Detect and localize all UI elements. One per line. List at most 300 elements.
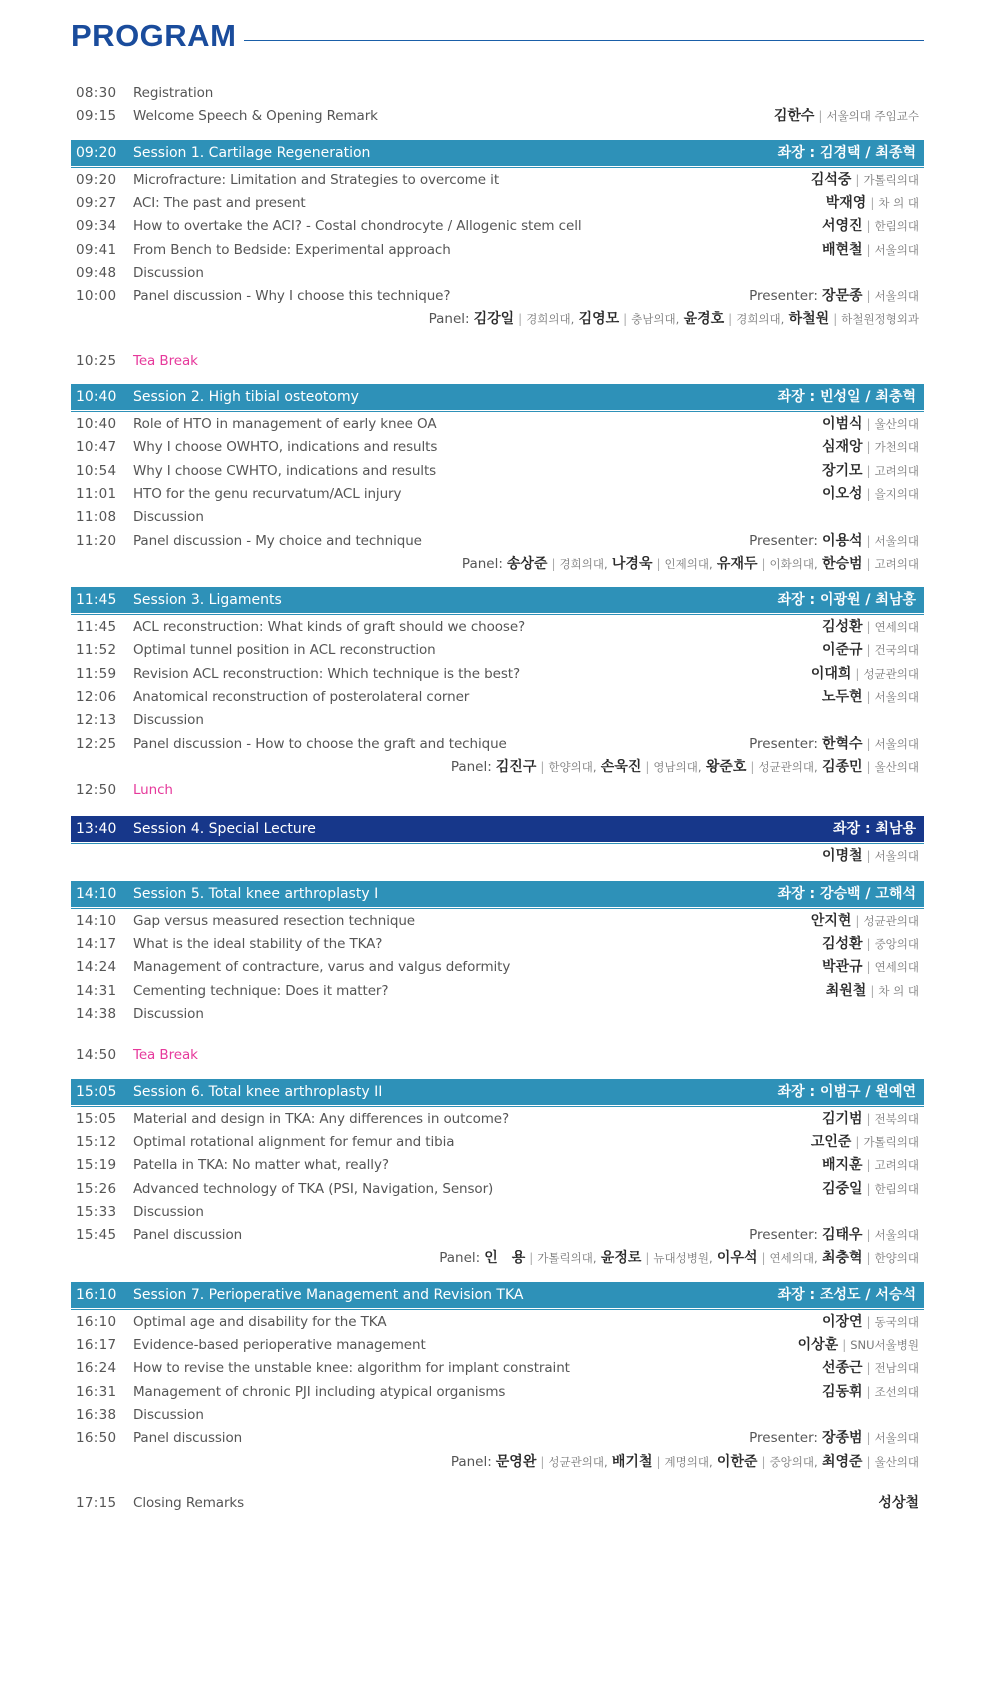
session-chairs: 좌장 : 조성도 / 서승석 [777,1286,916,1303]
row-title: ACI: The past and present [133,194,306,211]
session-header [71,140,924,166]
row-time: 16:17 [76,1337,117,1353]
panel-member-name: 윤경호 [683,311,725,328]
panel-member-affiliation: 경희의대, [559,556,608,571]
panel-members [451,1450,919,1474]
speaker-name: 김동휘 [821,1383,863,1400]
separator: | [866,417,871,431]
panel-members [462,552,919,576]
separator: | [656,1454,661,1469]
panel-row [71,755,924,779]
panel-label: Panel: [428,311,470,328]
speaker-affiliation: 한림의대 [874,1181,919,1196]
separator: | [623,312,628,327]
schedule-row [71,844,924,868]
session-chairs: 좌장 : 빈성일 / 최충혁 [777,389,916,405]
speaker-name: 김석중 [810,171,852,188]
session-header [71,384,924,410]
schedule-row [71,349,924,373]
schedule-row [71,191,924,215]
break-label: Tea Break [133,352,198,369]
row-title: Closing Remarks [133,1494,245,1511]
row-time: 15:33 [76,1203,117,1220]
schedule-row [71,1223,924,1247]
separator: | [645,1251,650,1266]
row-time: 15:05 [76,1110,117,1127]
separator: | [866,1111,871,1126]
separator: | [855,666,860,681]
session-header [71,816,924,842]
schedule-row [71,955,924,979]
separator: | [728,312,733,327]
session-chairs: 좌장 : 이광원 / 최남홍 [777,592,916,609]
speaker-affiliation: 서울의대 [874,1431,919,1446]
schedule-row [71,459,924,483]
row-title: How to revise the unstable knee: algorithm for implant constraint [133,1360,570,1377]
row-speaker [822,482,919,506]
row-title: Evidence-based perioperative management [133,1337,426,1353]
presenter-label: Presenter: [749,1227,818,1244]
schedule-row [71,104,924,128]
speaker-name: 심재앙 [821,439,863,456]
row-time: 10:47 [76,439,117,456]
row-speaker [826,191,919,215]
panel-member-name: 한승범 [821,555,863,572]
speaker-name: 김기범 [821,1110,863,1127]
speaker-affiliation: 중앙의대 [874,937,919,952]
panel-member-name: 왕준호 [705,758,747,775]
row-speaker [822,955,919,979]
speaker-name: 이준규 [821,642,863,659]
session-title: Session 5. Total knee arthroplasty I [133,885,379,902]
schedule-row [71,708,924,732]
separator: | [866,219,871,234]
schedule-row [71,238,924,262]
speaker-affiliation: 가천의대 [874,440,919,455]
panel-member-name: 최충혁 [821,1250,863,1267]
panel-member-name: 김강일 [473,311,515,328]
row-speaker [811,168,919,192]
row-speaker [749,1426,919,1450]
session-title: Session 2. High tibial osteotomy [133,389,359,405]
speaker-name: 박관규 [821,959,863,976]
separator: | [870,195,875,210]
session-time: 10:40 [76,389,117,405]
panel-label: Panel: [450,758,492,775]
row-time: 14:24 [76,959,117,976]
row-title: Material and design in TKA: Any differences in outcome? [133,1110,510,1127]
session-time: 13:40 [76,820,117,837]
presenter-label: Presenter: [749,532,818,549]
row-speaker [822,238,919,262]
separator: | [761,1454,766,1469]
row-time: 16:31 [76,1383,117,1400]
speaker-name: 이대희 [810,665,852,682]
schedule-row [71,932,924,956]
row-speaker [822,638,919,662]
panel-member-name: 배기철 [611,1453,653,1470]
session-title: Session 1. Cartilage Regeneration [133,144,371,161]
row-title: Panel discussion - How to choose the graft and techique [133,735,507,752]
row-time: 16:24 [76,1360,117,1377]
speaker-affiliation: 전북의대 [874,1111,919,1126]
schedule-row [71,1177,924,1201]
row-speaker [822,1380,919,1404]
row-time: 15:26 [76,1180,117,1197]
row-speaker [811,662,919,686]
schedule-row [71,778,924,802]
row-title: Discussion [133,509,204,526]
row-title: Management of chronic PJI including atypical organisms [133,1383,506,1400]
break-label: Lunch [133,782,173,799]
schedule-row [71,1380,924,1404]
row-title: Cementing technique: Does it matter? [133,982,389,999]
session-chairs: 좌장 : 이범구 / 원예연 [777,1083,916,1100]
speaker-name: 김태우 [821,1227,863,1244]
row-title: Registration [133,85,214,101]
separator: | [866,463,871,478]
schedule-row [71,732,924,756]
row-time: 16:38 [76,1406,117,1423]
speaker-affiliation: 서울의대 [874,690,919,704]
panel-member-name: 인 용 [484,1250,526,1267]
row-time: 12:50 [76,782,117,799]
row-title: From Bench to Bedside: Experimental approach [133,241,451,258]
session-time: 14:10 [76,885,117,902]
row-speaker [749,529,919,553]
speaker-affiliation: 고려의대 [874,1158,919,1173]
panel-member-affiliation: 뉴대성병원, [653,1251,713,1266]
row-title: Welcome Speech & Opening Remark [133,108,378,125]
page-title: PROGRAM [71,18,237,53]
speaker-name: 이오성 [821,485,863,502]
row-title: Discussion [133,1006,204,1022]
row-time: 15:45 [76,1227,117,1244]
row-time: 12:06 [76,689,117,705]
speaker-affiliation: 가톨릭의대 [863,1134,919,1149]
separator: | [656,556,661,571]
separator: | [761,1251,766,1266]
separator: | [866,556,871,571]
row-title: Why I choose OWHTO, indications and results [133,439,438,456]
separator: | [842,1338,847,1352]
row-title: Why I choose CWHTO, indications and results [133,462,437,479]
separator: | [866,440,871,455]
speaker-name: 장문종 [821,288,863,305]
session-header [71,881,924,907]
schedule-row [71,1403,924,1427]
speaker-affiliation: 성균관의대 [863,666,919,681]
speaker-name: 김한수 [773,108,815,125]
row-speaker [822,844,919,868]
presenter-label: Presenter: [749,288,818,305]
row-title: Role of HTO in management of early knee OA [133,416,437,432]
separator: | [866,690,871,704]
separator: | [866,736,871,751]
separator: | [866,289,871,304]
panel-members [451,755,919,779]
schedule-row [71,638,924,662]
row-time: 17:15 [76,1494,117,1511]
session-chairs: 좌장 : 김경택 / 최종혁 [777,144,916,161]
separator: | [818,109,823,124]
panel-member-name: 김진구 [495,758,537,775]
row-time: 09:34 [76,218,117,235]
schedule-row [71,505,924,529]
separator: | [540,1454,545,1469]
separator: | [870,983,875,998]
speaker-affiliation: 성균관의대 [863,913,919,928]
panel-member-affiliation: 경희의대, [526,312,575,327]
speaker-affiliation: 연세의대 [874,960,919,975]
row-speaker [822,932,919,956]
separator: | [645,759,650,774]
session-chairs: 좌장 : 강승백 / 고해석 [777,885,916,902]
separator: | [866,533,871,548]
session-chairs: 좌장 : 최남용 [833,820,916,837]
title-rule [244,40,924,41]
panel-row [71,1450,924,1474]
schedule-row [71,1043,924,1067]
speaker-name: 서영진 [821,218,863,235]
speaker-affiliation: 서울의대 [874,242,919,257]
schedule-row [71,81,924,105]
speaker-affiliation: 조선의대 [874,1384,919,1399]
panel-member-affiliation: 영남의대, [653,759,702,774]
row-time: 14:31 [76,982,117,999]
panel-label: Panel: [450,1453,492,1470]
schedule-row [71,979,924,1003]
schedule-row [71,529,924,553]
speaker-affiliation: 가톨릭의대 [863,172,919,187]
row-title: Discussion [133,1406,204,1423]
schedule-row [71,909,924,933]
panel-label: Panel: [461,555,503,572]
separator: | [866,1181,871,1196]
panel-member-affiliation: 성균관의대, [548,1454,608,1469]
speaker-name: 한혁수 [821,735,863,752]
speaker-name: 이명철 [821,847,863,864]
row-time: 16:50 [76,1430,117,1447]
row-speaker [822,459,919,483]
session-header [71,1079,924,1105]
panel-member-name: 유재두 [716,555,758,572]
panel-member-affiliation: 울산의대 [874,759,919,774]
separator: | [551,556,556,571]
panel-member-name: 김종민 [821,758,863,775]
row-time: 11:20 [76,532,117,549]
speaker-name: 장기모 [821,462,863,479]
row-title: Advanced technology of TKA (PSI, Navigation, Sensor) [133,1180,494,1197]
speaker-name: 배지훈 [821,1157,863,1174]
schedule-row [71,1002,924,1026]
presenter-label: Presenter: [749,1430,818,1447]
speaker-name: 박재영 [825,194,867,211]
separator: | [866,1251,871,1266]
separator: | [750,759,755,774]
schedule-row [71,1333,924,1357]
separator: | [866,937,871,952]
separator: | [761,556,766,571]
separator: | [866,960,871,975]
row-title: Panel discussion - Why I choose this technique? [133,288,451,305]
separator: | [866,1431,871,1446]
panel-members [439,1246,919,1270]
separator: | [866,1158,871,1173]
speaker-name: 안지현 [810,912,852,929]
separator: | [866,1384,871,1399]
speaker-affiliation: 울산의대 [874,417,919,431]
panel-member-affiliation: 이화의대, [769,556,818,571]
panel-member-affiliation: 고려의대 [874,556,919,571]
row-title: Optimal age and disability for the TKA [133,1313,387,1330]
panel-member-affiliation: 충남의대, [631,312,680,327]
separator: | [833,312,838,327]
row-title: What is the ideal stability of the TKA? [133,936,383,953]
schedule-row [71,435,924,459]
row-speaker [822,1107,919,1131]
panel-row [71,552,924,576]
speaker-name: 이용석 [821,532,863,549]
row-title: Discussion [133,712,204,729]
separator: | [855,172,860,187]
schedule-row [71,1491,924,1515]
row-time: 16:10 [76,1313,117,1330]
speaker-name: 노두현 [821,689,863,705]
separator: | [866,848,871,863]
schedule-row [71,214,924,238]
separator: | [866,1228,871,1243]
panel-members [429,307,919,331]
panel-member-affiliation: 한양의대 [874,1251,919,1266]
schedule-row [71,412,924,436]
row-speaker [822,412,919,436]
row-title: Anatomical reconstruction of posterolateral corner [133,689,470,705]
session-title: Session 6. Total knee arthroplasty II [133,1083,383,1100]
separator: | [855,913,860,928]
panel-member-name: 윤정로 [600,1250,642,1267]
separator: | [540,759,545,774]
row-speaker [822,1177,919,1201]
row-speaker [822,1310,919,1334]
speaker-name: 고인준 [810,1133,852,1150]
panel-member-affiliation: 성균관의대, [758,759,818,774]
speaker-name: 장종범 [821,1430,863,1447]
row-title: Discussion [133,264,204,281]
panel-member-affiliation: 중앙의대, [769,1454,818,1469]
speaker-affiliation: 동국의대 [874,1314,919,1329]
row-time: 11:59 [76,665,117,682]
session-header [71,587,924,613]
schedule-row [71,615,924,639]
row-speaker [822,615,919,639]
speaker-affiliation: 서울의대 [874,289,919,304]
schedule-row [71,662,924,686]
row-title: Panel discussion [133,1227,243,1244]
row-title: Revision ACL reconstruction: Which technique is the best? [133,665,521,682]
schedule-row [71,168,924,192]
panel-row [71,1246,924,1270]
speaker-affiliation: 서울의대 [874,848,919,863]
row-title: How to overtake the ACI? - Costal chondrocyte / Allogenic stem cell [133,218,582,235]
row-speaker [749,732,919,756]
row-time: 09:48 [76,264,117,281]
row-title: Management of contracture, varus and valgus deformity [133,959,511,976]
schedule-row [71,284,924,308]
separator: | [855,1134,860,1149]
speaker-affiliation: 서울의대 [874,736,919,751]
row-time: 14:10 [76,912,117,929]
row-speaker [822,685,919,709]
separator: | [866,620,871,635]
speaker-affiliation: SNU서울병원 [850,1338,919,1352]
row-speaker [878,1491,919,1515]
speaker-name: 김중일 [821,1180,863,1197]
row-speaker [826,979,919,1003]
row-speaker [822,1356,919,1380]
session-time: 09:20 [76,144,117,161]
panel-row [71,307,924,331]
row-title: HTO for the genu recurvatum/ACL injury [133,485,402,502]
schedule-row [71,1356,924,1380]
row-speaker [811,1130,919,1154]
panel-member-name: 문영완 [495,1453,537,1470]
session-time: 11:45 [76,592,117,609]
session-title: Session 7. Perioperative Management and Revision TKA [133,1286,524,1303]
schedule-row [71,261,924,285]
speaker-affiliation: 한림의대 [874,219,919,234]
speaker-affiliation: 연세의대 [874,620,919,635]
panel-member-name: 나경욱 [611,555,653,572]
session-header [71,1282,924,1308]
session-title: Session 4. Special Lecture [133,820,316,837]
separator: | [866,1454,871,1469]
break-label: Tea Break [133,1047,198,1064]
row-time: 10:00 [76,288,117,305]
schedule-row [71,482,924,506]
panel-member-affiliation: 연세의대, [769,1251,818,1266]
row-time: 08:30 [76,85,117,101]
row-speaker [774,104,919,128]
panel-member-affiliation: 울산의대 [874,1454,919,1469]
panel-member-affiliation: 인제의대, [664,556,713,571]
row-title: Gap versus measured resection technique [133,912,415,929]
row-title: Panel discussion - My choice and technique [133,532,422,549]
speaker-affiliation: 차 의 대 [878,195,919,210]
speaker-name: 선종근 [821,1360,863,1377]
speaker-affiliation: 서울의대 [874,1228,919,1243]
speaker-name: 배현철 [821,241,863,258]
panel-member-name: 하철원 [788,311,830,328]
row-title: Patella in TKA: No matter what, really? [133,1157,389,1174]
schedule-row [71,1130,924,1154]
row-speaker [822,214,919,238]
row-time: 11:08 [76,509,117,526]
speaker-name: 성상철 [878,1494,919,1511]
panel-member-name: 이한준 [716,1453,758,1470]
row-time: 14:17 [76,936,117,953]
speaker-name: 이범식 [821,416,863,432]
row-time: 09:41 [76,241,117,258]
panel-member-name: 송상준 [506,555,548,572]
row-time: 12:13 [76,712,117,729]
row-speaker [822,435,919,459]
row-time: 09:27 [76,194,117,211]
panel-label: Panel: [439,1250,481,1267]
panel-member-name: 최영준 [821,1453,863,1470]
speaker-name: 이장연 [821,1313,863,1330]
schedule-row [71,1107,924,1131]
